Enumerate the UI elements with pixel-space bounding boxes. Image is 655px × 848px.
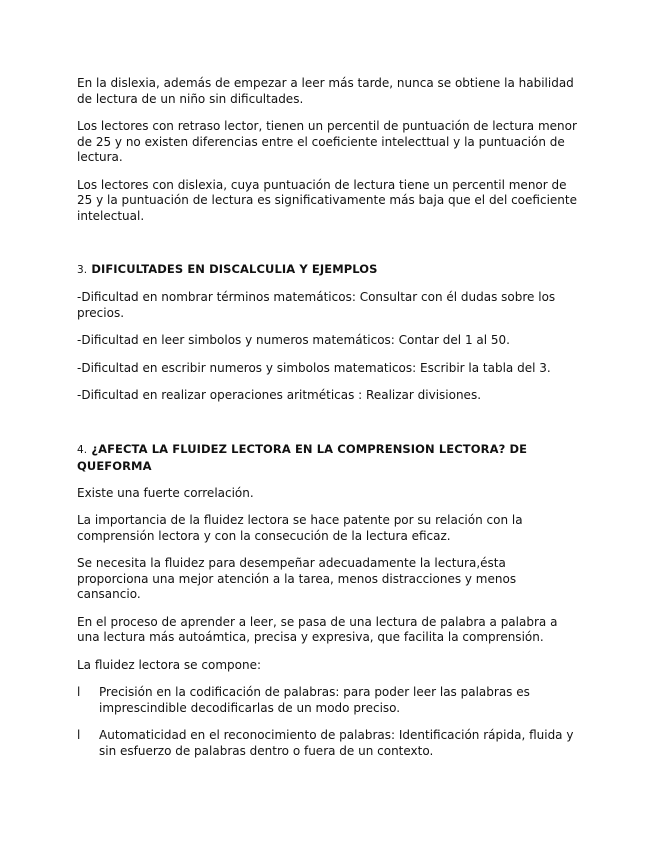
section-3-item-3: -Dificultad en escribir numeros y simbolos matematicos: Escribir la tabla del 3.: [77, 360, 551, 375]
list-item-text: Automaticidad en el reconocimiento de palabras: Identificación rápida, fluida y sin esfuerzo de palabras dentro o fuera de un contexto.: [99, 728, 574, 758]
section-4-paragraph-3: Se necesita la fluidez para desempeñar adecuadamente la lectura,ésta proporciona una mejor atención a la tarea, menos distracciones y menos cansancio.: [77, 556, 517, 601]
section-4-heading: [77, 441, 579, 474]
section-3-item-4: -Dificultad en realizar operaciones aritméticas : Realizar divisiones.: [77, 388, 482, 402]
fluency-components-list: [77, 685, 579, 759]
section-4-paragraph-5: La fluidez lectora se compone:: [77, 657, 261, 672]
bullet-mark-icon: l: [77, 728, 81, 742]
intro-paragraph-3: Los lectores con dislexia, cuya puntuación de lectura tiene un percentil menor de 25 y la puntuación de lectura es significativamente más baja que el del coeficiente intelectual.: [77, 177, 577, 223]
section-4-paragraph-1: Existe una fuerte correlación.: [77, 485, 254, 500]
section-4-paragraph-2: La importancia de la fluidez lectora se hace patente por su relación con la comprensión lectora y con la consecución de la lectura eficaz.: [77, 513, 523, 543]
section-3-heading: [77, 261, 579, 278]
section-3-title: DIFICULTADES EN DISCALCULIA Y EJEMPLOS: [91, 262, 378, 276]
intro-paragraph-2: Los lectores con retraso lector, tienen un percentil de puntuación de lectura menor de 25 y no existen diferencias entre el coeficiente intelecttual y la puntuación de lectura.: [77, 119, 577, 164]
section-3-item-1: -Dificultad en nombrar términos matemáticos: Consultar con él dudas sobre los precios.: [77, 290, 556, 320]
list-item: [77, 685, 579, 716]
list-item-text: Precisión en la codificación de palabras: para poder leer las palabras es imprescindible decodificarlas de un modo preciso.: [99, 685, 530, 715]
section-4-paragraph-4: En el proceso de aprender a leer, se pasa de una lectura de palabra a palabra a una lectura más autoámtica, precisa y expresiva, que facilita la comprensión.: [77, 614, 558, 644]
section-4-title: ¿AFECTA LA FLUIDEZ LECTORA EN LA COMPRENSION LECTORA? DE QUEFORMA: [77, 441, 528, 473]
list-item: [77, 728, 579, 759]
section-3-item-2: -Dificultad en leer simbolos y numeros matemáticos: Contar del 1 al 50.: [77, 333, 510, 347]
intro-paragraph-1: En la dislexia, además de empezar a leer más tarde, nunca se obtiene la habilidad de lectura de un niño sin dificultades.: [77, 76, 574, 106]
section-4-number: 4.: [77, 443, 88, 456]
section-3-number: 3.: [77, 264, 88, 276]
bullet-mark-icon: l: [77, 685, 81, 699]
